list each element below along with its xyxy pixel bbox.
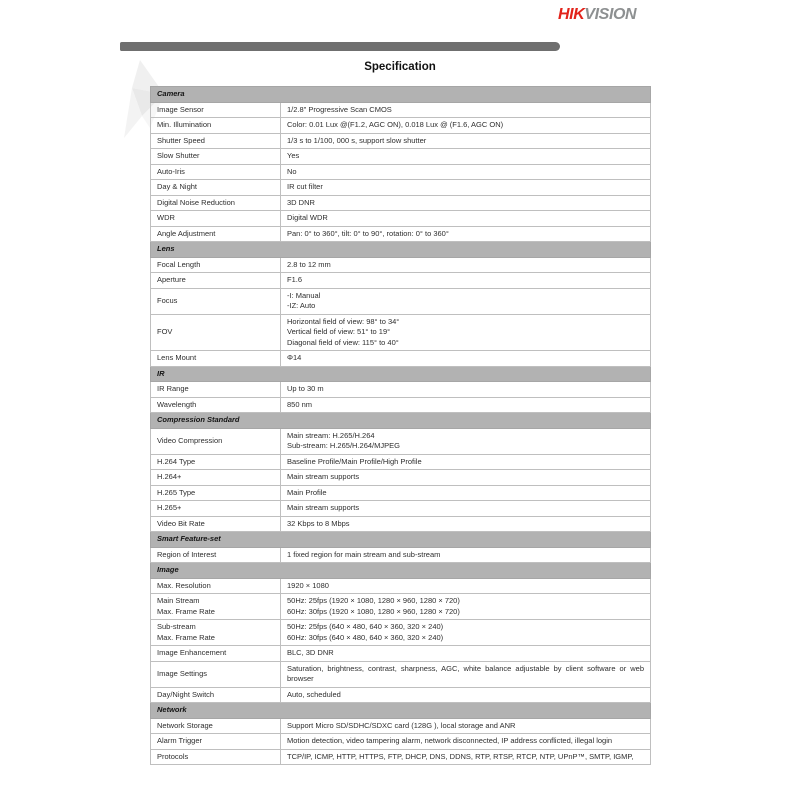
spec-label-cell: Auto-Iris [151, 164, 281, 180]
spec-label-cell: Video Compression [151, 428, 281, 454]
page-title: Specification [364, 61, 436, 73]
spec-row [151, 314, 651, 351]
section-title: Smart Feature-set [151, 532, 651, 548]
spec-row [151, 718, 651, 734]
spec-value-cell: Digital WDR [281, 211, 651, 227]
spec-value-cell: Main stream supports [281, 501, 651, 517]
section-title: Network [151, 703, 651, 719]
spec-row [151, 687, 651, 703]
spec-value-cell: TCP/IP, ICMP, HTTP, HTTPS, FTP, DHCP, DNS, DDNS, RTP, RTSP, RTCP, NTP, UPnP™, SMTP, IGMP, [281, 749, 651, 765]
section-header-row [151, 563, 651, 579]
spec-label-cell: Focal Length [151, 257, 281, 273]
spec-label-cell: Shutter Speed [151, 133, 281, 149]
spec-label-cell: Protocols [151, 749, 281, 765]
section-title: Image [151, 563, 651, 579]
spec-row [151, 382, 651, 398]
spec-value-cell: Horizontal field of view: 98° to 34° Vertical field of view: 51° to 19° Diagonal field of view: 115° to 40° [281, 314, 651, 351]
spec-value-cell: 1/3 s to 1/100, 000 s, support slow shutter [281, 133, 651, 149]
spec-row [151, 257, 651, 273]
spec-value-cell: Yes [281, 149, 651, 165]
spec-row [151, 734, 651, 750]
spec-label-cell: Main Stream Max. Frame Rate [151, 594, 281, 620]
spec-row [151, 661, 651, 687]
spec-label-cell: H.265 Type [151, 485, 281, 501]
section-header-row [151, 532, 651, 548]
spec-value-cell: 850 nm [281, 397, 651, 413]
spec-row [151, 288, 651, 314]
spec-row [151, 516, 651, 532]
spec-value-cell: 32 Kbps to 8 Mbps [281, 516, 651, 532]
spec-label-cell: Image Sensor [151, 102, 281, 118]
spec-label-cell: IR Range [151, 382, 281, 398]
spec-label-cell: Wavelength [151, 397, 281, 413]
section-title: Camera [151, 87, 651, 103]
header-divider-bar [120, 42, 560, 51]
spec-label-cell: Slow Shutter [151, 149, 281, 165]
spec-value-cell: IR cut filter [281, 180, 651, 196]
spec-label-cell: Max. Resolution [151, 578, 281, 594]
spec-label-cell: Sub-stream Max. Frame Rate [151, 620, 281, 646]
spec-label-cell: Image Settings [151, 661, 281, 687]
spec-label-cell: Aperture [151, 273, 281, 289]
spec-label-cell: H.264+ [151, 470, 281, 486]
spec-value-cell: Color: 0.01 Lux @(F1.2, AGC ON), 0.018 Lux @ (F1.6, AGC ON) [281, 118, 651, 134]
spec-value-cell: No [281, 164, 651, 180]
spec-row [151, 620, 651, 646]
spec-row [151, 118, 651, 134]
spec-label-cell: Focus [151, 288, 281, 314]
spec-row [151, 351, 651, 367]
logo-text-hik: HIK [558, 6, 585, 23]
spec-value-cell: 50Hz: 25fps (640 × 480, 640 × 360, 320 × 240) 60Hz: 30fps (640 × 480, 640 × 360, 320 × 240) [281, 620, 651, 646]
spec-value-cell: Main Profile [281, 485, 651, 501]
spec-value-cell: 1 fixed region for main stream and sub-stream [281, 547, 651, 563]
spec-value-cell: Support Micro SD/SDHC/SDXC card (128G ), local storage and ANR [281, 718, 651, 734]
spec-value-cell: BLC, 3D DNR [281, 646, 651, 662]
spec-row [151, 226, 651, 242]
spec-label-cell: Network Storage [151, 718, 281, 734]
spec-row [151, 578, 651, 594]
spec-row [151, 149, 651, 165]
spec-value-cell: Main stream supports [281, 470, 651, 486]
spec-value-cell: Main stream: H.265/H.264 Sub-stream: H.265/H.264/MJPEG [281, 428, 651, 454]
spec-table [150, 86, 651, 765]
spec-row [151, 273, 651, 289]
spec-value-cell: F1.6 [281, 273, 651, 289]
spec-value-cell: Pan: 0° to 360°, tilt: 0° to 90°, rotation: 0° to 360° [281, 226, 651, 242]
spec-row [151, 164, 651, 180]
spec-row [151, 397, 651, 413]
spec-row [151, 594, 651, 620]
spec-row [151, 180, 651, 196]
section-title: IR [151, 366, 651, 382]
logo-text-vision: VISION [584, 6, 637, 23]
spec-value-cell: 3D DNR [281, 195, 651, 211]
spec-label-cell: FOV [151, 314, 281, 351]
spec-label-cell: Alarm Trigger [151, 734, 281, 750]
spec-label-cell: Min. Illumination [151, 118, 281, 134]
spec-row [151, 470, 651, 486]
spec-value-cell: 1/2.8" Progressive Scan CMOS [281, 102, 651, 118]
spec-value-cell: Baseline Profile/Main Profile/High Profile [281, 454, 651, 470]
spec-value-cell: Φ14 [281, 351, 651, 367]
spec-row [151, 485, 651, 501]
spec-value-cell: 1920 × 1080 [281, 578, 651, 594]
spec-row [151, 749, 651, 765]
spec-value-cell: Up to 30 m [281, 382, 651, 398]
spec-label-cell: Digital Noise Reduction [151, 195, 281, 211]
spec-label-cell: Day & Night [151, 180, 281, 196]
spec-label-cell: H.264 Type [151, 454, 281, 470]
spec-label-cell: Image Enhancement [151, 646, 281, 662]
spec-value-cell: Saturation, brightness, contrast, sharpness, AGC, white balance adjustable by client software or web browser [281, 661, 651, 687]
spec-row [151, 133, 651, 149]
spec-row [151, 211, 651, 227]
spec-row [151, 501, 651, 517]
spec-label-cell: Lens Mount [151, 351, 281, 367]
spec-table-body [151, 87, 651, 765]
spec-label-cell: Angle Adjustment [151, 226, 281, 242]
spec-label-cell: Video Bit Rate [151, 516, 281, 532]
spec-row [151, 547, 651, 563]
spec-label-cell: Region of Interest [151, 547, 281, 563]
section-title: Lens [151, 242, 651, 258]
spec-value-cell: Auto, scheduled [281, 687, 651, 703]
spec-value-cell: 50Hz: 25fps (1920 × 1080, 1280 × 960, 1280 × 720) 60Hz: 30fps (1920 × 1080, 1280 × 960, 1280 × 720) [281, 594, 651, 620]
section-header-row [151, 413, 651, 429]
spec-row [151, 195, 651, 211]
spec-label-cell: H.265+ [151, 501, 281, 517]
section-header-row [151, 703, 651, 719]
spec-row [151, 428, 651, 454]
spec-row [151, 102, 651, 118]
spec-value-cell: Motion detection, video tampering alarm, network disconnected, IP address conflicted, illegal login [281, 734, 651, 750]
section-title: Compression Standard [151, 413, 651, 429]
section-header-row [151, 242, 651, 258]
spec-row [151, 454, 651, 470]
spec-label-cell: WDR [151, 211, 281, 227]
spec-value-cell: 2.8 to 12 mm [281, 257, 651, 273]
section-header-row [151, 366, 651, 382]
spec-value-cell: -I: Manual -IZ: Auto [281, 288, 651, 314]
section-header-row [151, 87, 651, 103]
spec-label-cell: Day/Night Switch [151, 687, 281, 703]
hikvision-logo [558, 6, 636, 24]
spec-row [151, 646, 651, 662]
